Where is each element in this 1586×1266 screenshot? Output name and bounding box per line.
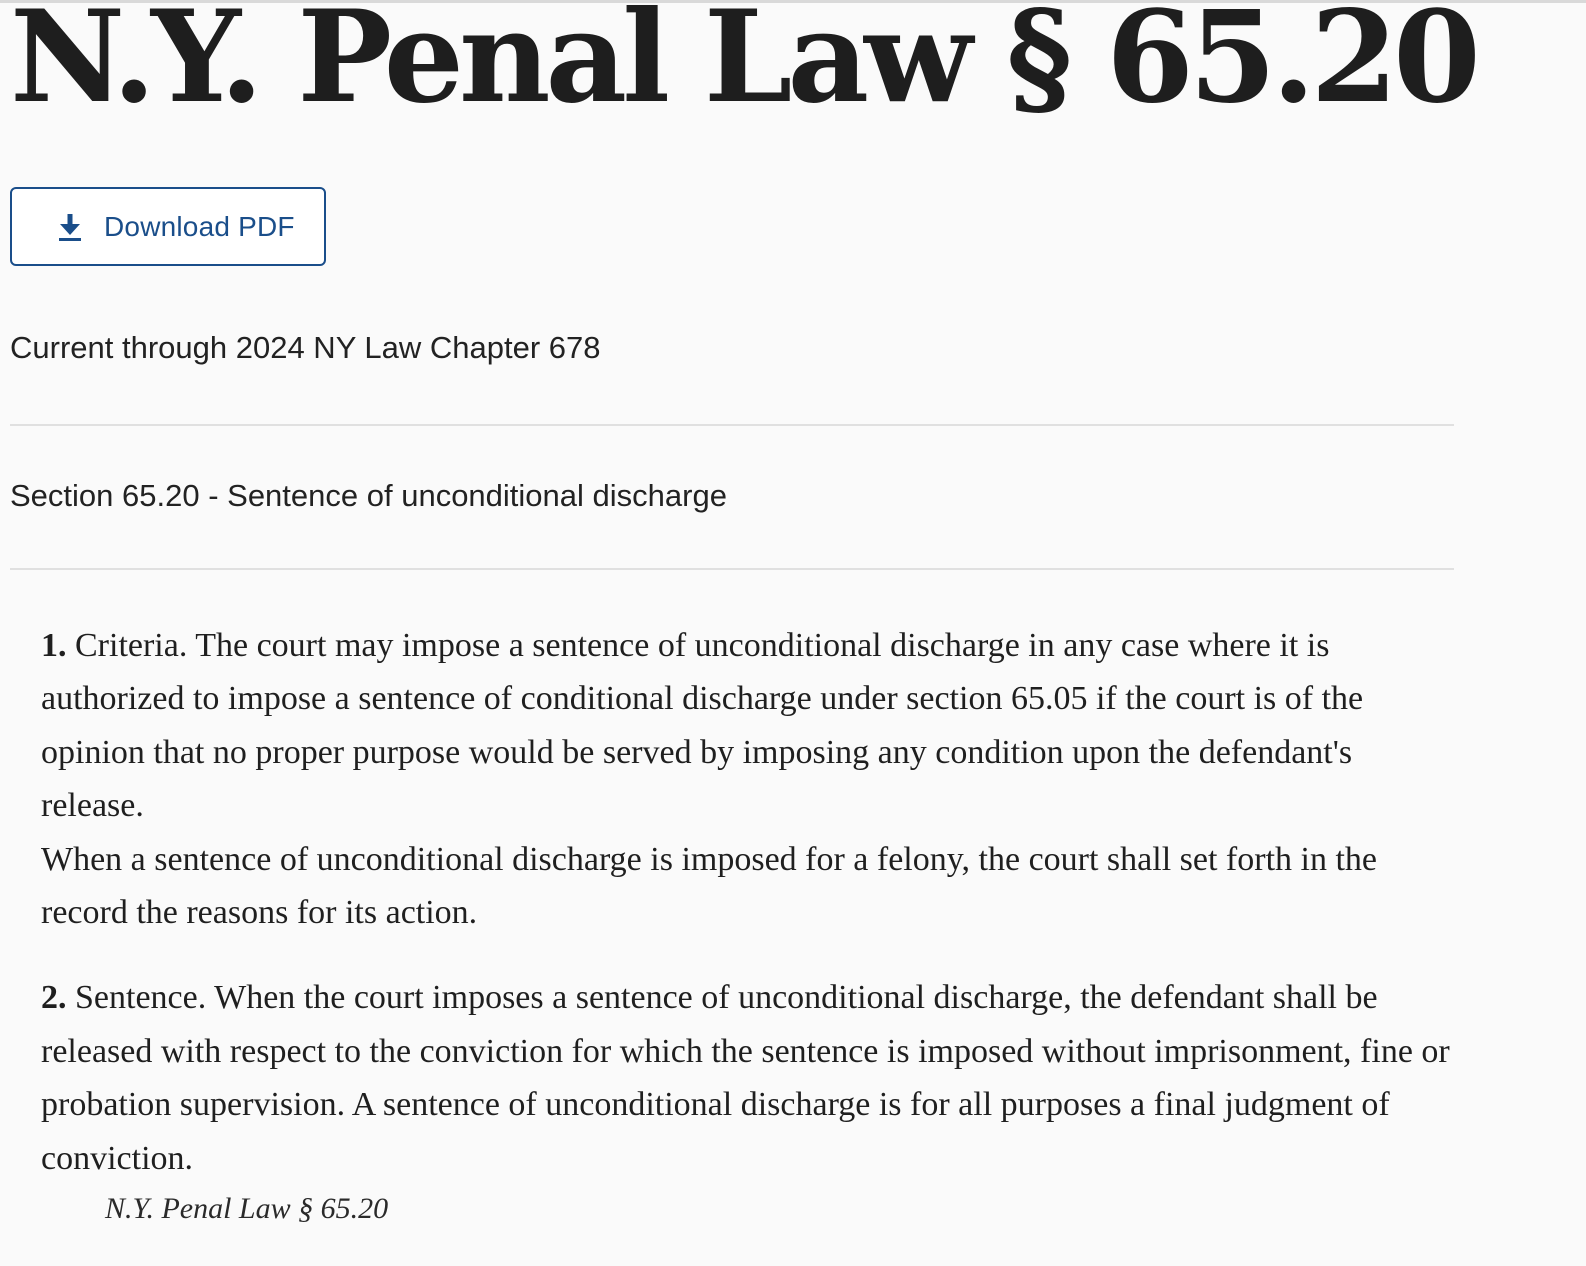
paragraph-number: 1. [41,627,67,664]
download-icon [58,212,82,242]
paragraph-1 [41,619,1461,833]
divider [10,424,1454,426]
section-heading: Section 65.20 - Sentence of unconditional discharge [10,478,727,513]
current-through-text: Current through 2024 NY Law Chapter 678 [10,330,601,365]
paragraph-2 [41,971,1461,1185]
divider [10,568,1454,570]
download-pdf-label: Download PDF [104,210,295,242]
paragraph-spacer [41,939,1461,971]
paragraph-1-continuation: When a sentence of unconditional discharge is imposed for a felony, the court shall set forth in the record the reasons for its action. [41,840,1377,932]
paragraph-text: Sentence. When the court imposes a sentence of unconditional discharge, the defendant shall be released with respect to the conviction for which the sentence is imposed without imprisonment, fine or probation supervision. A sentence of unconditional discharge is for all purposes a final judgment of conviction. [41,979,1450,1177]
section-body [41,619,1461,1185]
page-title: N.Y. Penal Law § 65.20 [10,0,1476,131]
paragraph-number: 2. [41,979,67,1017]
download-pdf-button[interactable] [10,187,326,266]
paragraph-text: Criteria. The court may impose a sentence of unconditional discharge in any case where it is authorized to impose a sentence of conditional discharge under section 65.05 if the court is of the opinion that no proper purpose would be served by imposing any condition upon the defendant's release. [41,627,1364,825]
citation: N.Y. Penal Law § 65.20 [105,1192,389,1225]
